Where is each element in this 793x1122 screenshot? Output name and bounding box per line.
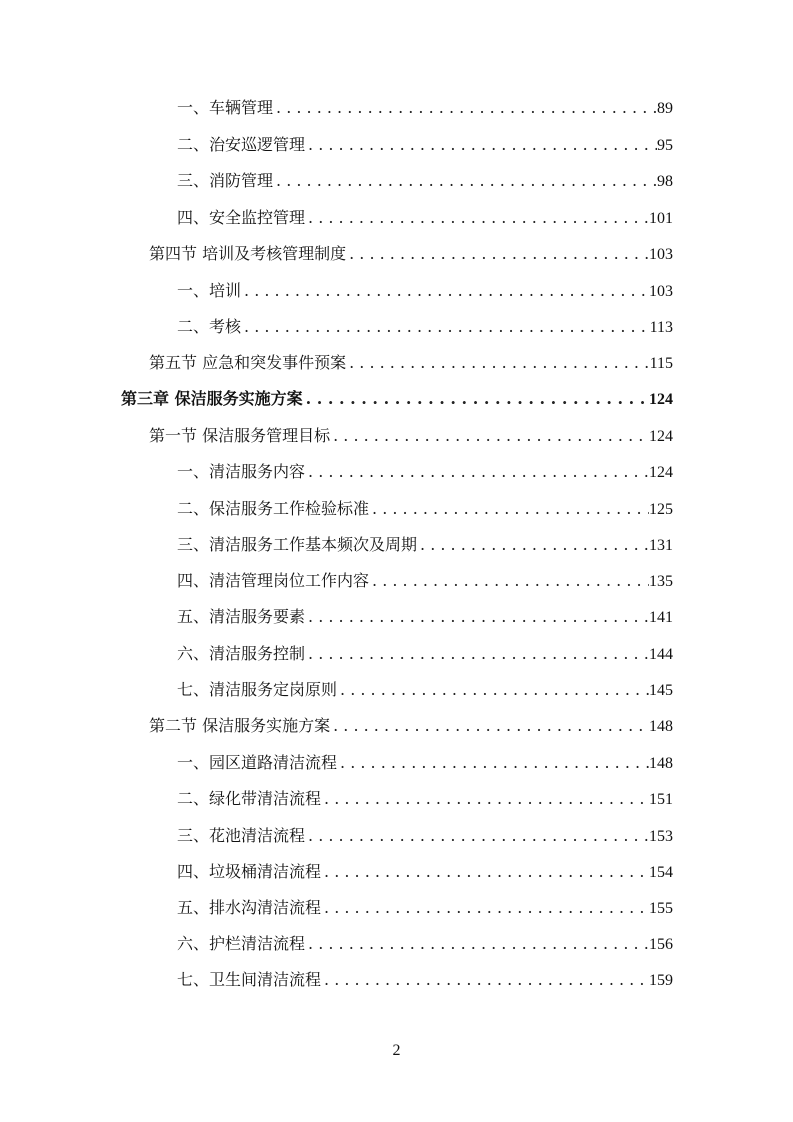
toc-entry-label: 第五节 应急和突发事件预案 [149, 353, 347, 372]
dot-leader [321, 968, 649, 992]
toc-entry[interactable] [177, 787, 673, 811]
toc-entry-label: 二、保洁服务工作检验标准 [177, 499, 370, 518]
dot-leader [241, 315, 650, 339]
toc-entry-label: 一、园区道路清洁流程 [177, 753, 338, 772]
toc-entry[interactable] [149, 424, 673, 448]
toc-entry[interactable] [177, 460, 673, 484]
toc-entry[interactable] [177, 678, 673, 702]
page-number: 2 [392, 1042, 401, 1059]
toc-entry-label: 一、车辆管理 [177, 98, 274, 117]
toc-entry-page: 148 [649, 718, 673, 735]
toc-entry[interactable] [177, 860, 673, 884]
dot-leader [417, 533, 649, 557]
toc-entry[interactable] [177, 533, 673, 557]
toc-entry-page: 155 [649, 900, 673, 917]
toc-entry-label: 二、考核 [177, 317, 242, 336]
toc-entry-page: 156 [649, 936, 673, 953]
dot-leader [369, 569, 649, 593]
toc-entry-label: 六、护栏清洁流程 [177, 934, 306, 953]
toc-entry-label: 四、垃圾桶清洁流程 [177, 862, 322, 881]
toc-entry[interactable] [177, 968, 673, 992]
toc-entry-label: 七、卫生间清洁流程 [177, 970, 322, 989]
toc-entry-page: 115 [649, 355, 673, 372]
toc-entry-page: 124 [649, 391, 673, 408]
toc-entry-page: 151 [649, 791, 673, 808]
toc-entry[interactable] [177, 206, 673, 230]
toc-entry-page: 125 [649, 501, 673, 518]
toc-entry[interactable] [149, 242, 673, 266]
dot-leader [273, 169, 657, 193]
toc-entry-page: 135 [649, 573, 673, 590]
toc-entry-page: 124 [649, 464, 673, 481]
toc-entry[interactable] [177, 932, 673, 956]
toc-entry-label: 第一节 保洁服务管理目标 [149, 426, 331, 445]
toc-entry[interactable] [177, 169, 673, 193]
toc-entry-page: 153 [649, 828, 673, 845]
toc-entry[interactable] [177, 569, 673, 593]
toc-entry-page: 145 [649, 682, 673, 699]
dot-leader [330, 714, 649, 738]
dot-leader [337, 751, 649, 775]
toc-entry-label: 一、清洁服务内容 [177, 462, 306, 481]
dot-leader [305, 824, 649, 848]
toc-entry-page: 95 [657, 137, 673, 154]
dot-leader [321, 787, 649, 811]
toc-entry[interactable] [177, 279, 673, 303]
toc-entry[interactable] [149, 351, 673, 375]
toc-entry-label: 第四节 培训及考核管理制度 [149, 244, 347, 263]
toc-entry-page: 113 [649, 319, 673, 336]
toc-entry[interactable] [177, 751, 673, 775]
toc-entry-page: 98 [657, 173, 673, 190]
toc-entry-page: 131 [649, 537, 673, 554]
toc-entry-label: 三、清洁服务工作基本频次及周期 [177, 535, 418, 554]
toc-entry-page: 103 [649, 283, 673, 300]
toc-entry[interactable] [177, 497, 673, 521]
toc-entry-page: 159 [649, 972, 673, 989]
toc-entry[interactable] [177, 96, 673, 120]
toc-entry-chapter[interactable] [121, 387, 673, 411]
dot-leader [321, 860, 649, 884]
toc-entry-label: 四、清洁管理岗位工作内容 [177, 571, 370, 590]
dot-leader [273, 96, 657, 120]
toc-entry-label: 五、清洁服务要素 [177, 607, 306, 626]
toc-entry[interactable] [149, 714, 673, 738]
dot-leader [321, 896, 649, 920]
dot-leader [305, 932, 649, 956]
toc-entry-label: 第二节 保洁服务实施方案 [149, 716, 331, 735]
dot-leader [305, 642, 649, 666]
dot-leader [346, 351, 650, 375]
toc-entry-page: 154 [649, 864, 673, 881]
toc-entry-page: 101 [649, 210, 673, 227]
toc-entry-page: 103 [649, 246, 673, 263]
toc-entry[interactable] [177, 605, 673, 629]
dot-leader [346, 242, 649, 266]
toc-entry-page: 124 [649, 428, 673, 445]
dot-leader [337, 678, 649, 702]
dot-leader [305, 133, 657, 157]
toc-entry-label: 二、治安巡逻管理 [177, 135, 306, 154]
toc-entry[interactable] [177, 315, 673, 339]
toc-entry[interactable] [177, 824, 673, 848]
toc-entry-page: 141 [649, 609, 673, 626]
dot-leader [369, 497, 649, 521]
dot-leader [305, 460, 649, 484]
toc-entry[interactable] [177, 133, 673, 157]
toc-entry-label: 五、排水沟清洁流程 [177, 898, 322, 917]
toc-entry-page: 89 [657, 100, 673, 117]
dot-leader [303, 387, 649, 411]
toc-entry-label: 三、消防管理 [177, 171, 274, 190]
toc-entry-label: 四、安全监控管理 [177, 208, 306, 227]
toc-entry-label: 三、花池清洁流程 [177, 826, 306, 845]
toc-entry[interactable] [177, 642, 673, 666]
toc-entry-label: 二、绿化带清洁流程 [177, 789, 322, 808]
toc-entry-page: 148 [649, 755, 673, 772]
dot-leader [330, 424, 649, 448]
toc-entry-page: 144 [649, 646, 673, 663]
dot-leader [305, 206, 649, 230]
toc-entry-label: 一、培训 [177, 281, 242, 300]
toc-entry[interactable] [177, 896, 673, 920]
dot-leader [241, 279, 649, 303]
toc-entry-label: 第三章 保洁服务实施方案 [121, 389, 303, 408]
toc-entry-label: 六、清洁服务控制 [177, 644, 306, 663]
toc-entry-label: 七、清洁服务定岗原则 [177, 680, 338, 699]
dot-leader [305, 605, 649, 629]
